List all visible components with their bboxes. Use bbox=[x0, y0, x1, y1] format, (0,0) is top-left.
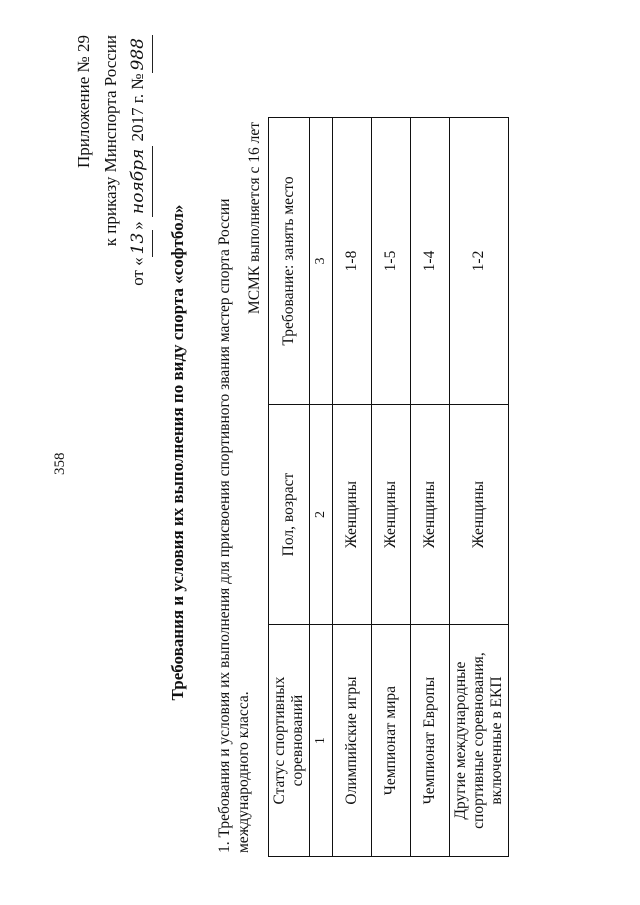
cell-status: Чемпионат Европы bbox=[411, 625, 450, 857]
cell-status: Другие международные спортивные соревнования, включенные в ЕКП bbox=[450, 625, 509, 857]
order-number: 988 bbox=[125, 35, 153, 73]
cell-place: 1-8 bbox=[333, 118, 372, 405]
appendix-date-line bbox=[124, 35, 153, 375]
date-prefix: от « bbox=[128, 257, 147, 286]
header-status: Статус спортивных соревнований bbox=[269, 625, 310, 857]
table-number-row bbox=[310, 118, 333, 857]
appendix-block bbox=[70, 35, 153, 375]
column-number: 2 bbox=[310, 404, 333, 624]
document-title: Требования и условия их выполнения по виду спорта «софтбол» bbox=[168, 204, 187, 701]
column-number: 3 bbox=[310, 118, 333, 405]
table-header-row bbox=[269, 118, 310, 857]
appendix-order-ref: к приказу Минспорта России bbox=[101, 35, 120, 247]
intro-paragraph: 1. Требования и условия их выполнения для присвоения спортивного звания мастер спорта России международного класса. bbox=[216, 198, 252, 853]
page-number: 358 bbox=[52, 452, 68, 475]
table-row bbox=[450, 118, 509, 857]
cell-gender: Женщины bbox=[372, 404, 411, 624]
cell-status: Чемпионат мира bbox=[372, 625, 411, 857]
cell-status: Олимпийские игры bbox=[333, 625, 372, 857]
appendix-title: Приложение № 29 bbox=[74, 35, 93, 168]
date-mid: » bbox=[128, 221, 147, 230]
header-gender-age: Пол, возраст bbox=[269, 404, 310, 624]
header-place: Требование: занять место bbox=[269, 118, 310, 405]
date-day: 13 bbox=[125, 230, 153, 258]
table-row bbox=[333, 118, 372, 857]
table-row bbox=[411, 118, 450, 857]
cell-place: 1-5 bbox=[372, 118, 411, 405]
cell-gender: Женщины bbox=[450, 404, 509, 624]
requirement-note: МСМК выполняется с 16 лет bbox=[246, 122, 263, 315]
cell-gender: Женщины bbox=[411, 404, 450, 624]
date-year: 2017 г. № bbox=[128, 73, 147, 142]
cell-place: 1-4 bbox=[411, 118, 450, 405]
date-month: ноября bbox=[125, 146, 153, 217]
cell-place: 1-2 bbox=[450, 118, 509, 405]
requirements-table bbox=[268, 117, 509, 857]
column-number: 1 bbox=[310, 625, 333, 857]
table-row bbox=[372, 118, 411, 857]
cell-gender: Женщины bbox=[333, 404, 372, 624]
